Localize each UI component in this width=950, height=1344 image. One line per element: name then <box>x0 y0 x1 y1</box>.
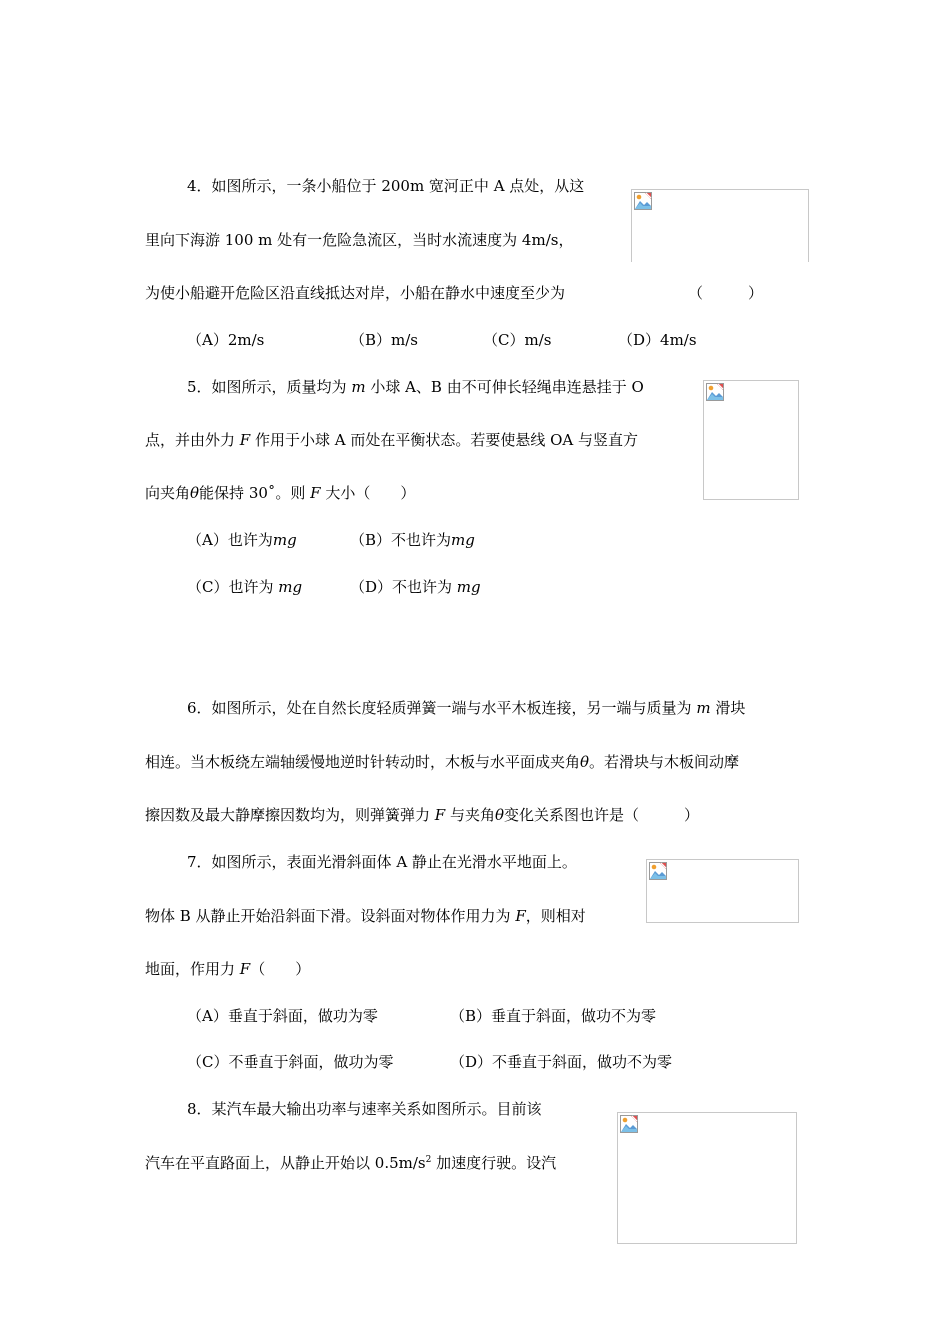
var-mg: mg <box>272 531 297 549</box>
var-mg: mg <box>456 578 481 596</box>
q7-line-1: 7．如图所示，表面光滑斜面体 A 静止在光滑水平地面上。 <box>187 853 577 871</box>
broken-image-icon <box>706 383 724 401</box>
q5-line-2 <box>145 430 638 450</box>
text: 。若滑块与木板间动摩 <box>589 753 740 771</box>
q4-line-3: 为使小船避开危险区沿直线抵达对岸，小船在静水中速度至少为 <box>145 284 566 302</box>
text: 汽车在平直路面上，从静止开始以 0.5m/s <box>145 1154 426 1172</box>
var-F: F <box>515 907 526 925</box>
var-mg: mg <box>451 531 475 549</box>
q8-line-2 <box>145 1153 556 1173</box>
text: 6．如图所示，处在自然长度轻质弹簧一端与水平木板连接，另一端与质量为 <box>187 699 697 717</box>
q5-option-d <box>350 577 481 597</box>
q7-line-2 <box>145 906 586 926</box>
broken-image-icon <box>634 192 652 210</box>
q5-line-3 <box>145 483 415 503</box>
text: 与夹角 <box>445 806 495 824</box>
q7-option-b: （B）垂直于斜面，做功不为零 <box>450 1007 657 1025</box>
text: 5．如图所示，质量均为 <box>187 378 352 396</box>
text: 向夹角 <box>145 484 191 502</box>
text: 地面，作用力 <box>145 960 240 978</box>
q4-line-2: 里向下海游 100 m 处有一危险急流区，当时水流速度为 4m/s， <box>145 231 574 249</box>
q7-option-c: （C）不垂直于斜面，做功为零 <box>187 1053 394 1071</box>
q7-option-a: （A）垂直于斜面，做功为零 <box>187 1007 378 1025</box>
text: 大小（ ） <box>320 484 416 502</box>
text: （ ） <box>250 960 311 978</box>
var-F: F <box>434 806 446 824</box>
text: 作用于小球 A 而处在平衡状态。若要使悬线 OA 与竖直方 <box>250 431 639 449</box>
text: 变化关系图也许是（ ） <box>504 806 700 824</box>
var-F: F <box>310 484 321 502</box>
text: 能保持 30˚。则 <box>199 484 311 502</box>
q6-line-1 <box>187 698 745 718</box>
q5-line-1 <box>187 377 644 397</box>
q5-option-b <box>350 530 475 550</box>
var-theta: θ <box>190 484 200 502</box>
var-m: m <box>696 699 711 717</box>
var-mg: mg <box>278 578 303 596</box>
var-F: F <box>239 431 251 449</box>
var-theta: θ <box>494 806 505 824</box>
q7-figure <box>646 859 799 923</box>
q5-figure <box>703 380 799 500</box>
q7-option-d: （D）不垂直于斜面，做功不为零 <box>450 1053 673 1071</box>
q4-option-a: （A）2m/s <box>187 331 265 349</box>
q4-line-1: 4．如图所示，一条小船位于 200m 宽河正中 A 点处，从这 <box>187 177 585 195</box>
var-theta: θ <box>580 753 590 771</box>
text: （B）不也许为 <box>350 531 452 549</box>
superscript: 2 <box>425 1155 432 1165</box>
broken-image-icon <box>649 862 667 880</box>
text: 点，并由外力 <box>145 431 240 449</box>
text: ，则相对 <box>525 907 586 925</box>
q4-option-d: （D）4m/s <box>618 331 697 349</box>
var-F: F <box>239 960 251 978</box>
q4-answer-paren: （ ） <box>688 284 764 302</box>
q6-line-2 <box>145 752 739 772</box>
q5-option-a <box>187 530 297 550</box>
q4-option-b: （B）m/s <box>350 331 418 349</box>
q7-line-3 <box>145 959 310 979</box>
text: 滑块 <box>710 699 746 717</box>
text: 物体 B 从静止开始沿斜面下滑。设斜面对物体作用力为 <box>145 907 516 925</box>
text: （D）不也许为 <box>350 578 457 596</box>
text: 小球 A、B 由不可伸长轻绳串连悬挂于 O <box>365 378 644 396</box>
q6-line-3 <box>145 805 699 825</box>
var-m: m <box>351 378 366 396</box>
text: 相连。当木板绕左端轴缓慢地逆时针转动时，木板与水平面成夹角 <box>145 753 581 771</box>
q5-option-c <box>187 577 302 597</box>
broken-image-icon <box>620 1115 638 1133</box>
text: （C）也许为 <box>187 578 279 596</box>
text: 擦因数及最大静摩擦因数均为，则弹簧弹力 <box>145 806 435 824</box>
q4-option-c: （C）m/s <box>483 331 552 349</box>
q8-figure <box>617 1112 797 1244</box>
q8-line-1: 8．某汽车最大输出功率与速率关系如图所示。目前该 <box>187 1100 542 1118</box>
text: 加速度行驶。设汽 <box>431 1154 557 1172</box>
text: （A）也许为 <box>187 531 273 549</box>
q4-figure <box>631 189 809 262</box>
